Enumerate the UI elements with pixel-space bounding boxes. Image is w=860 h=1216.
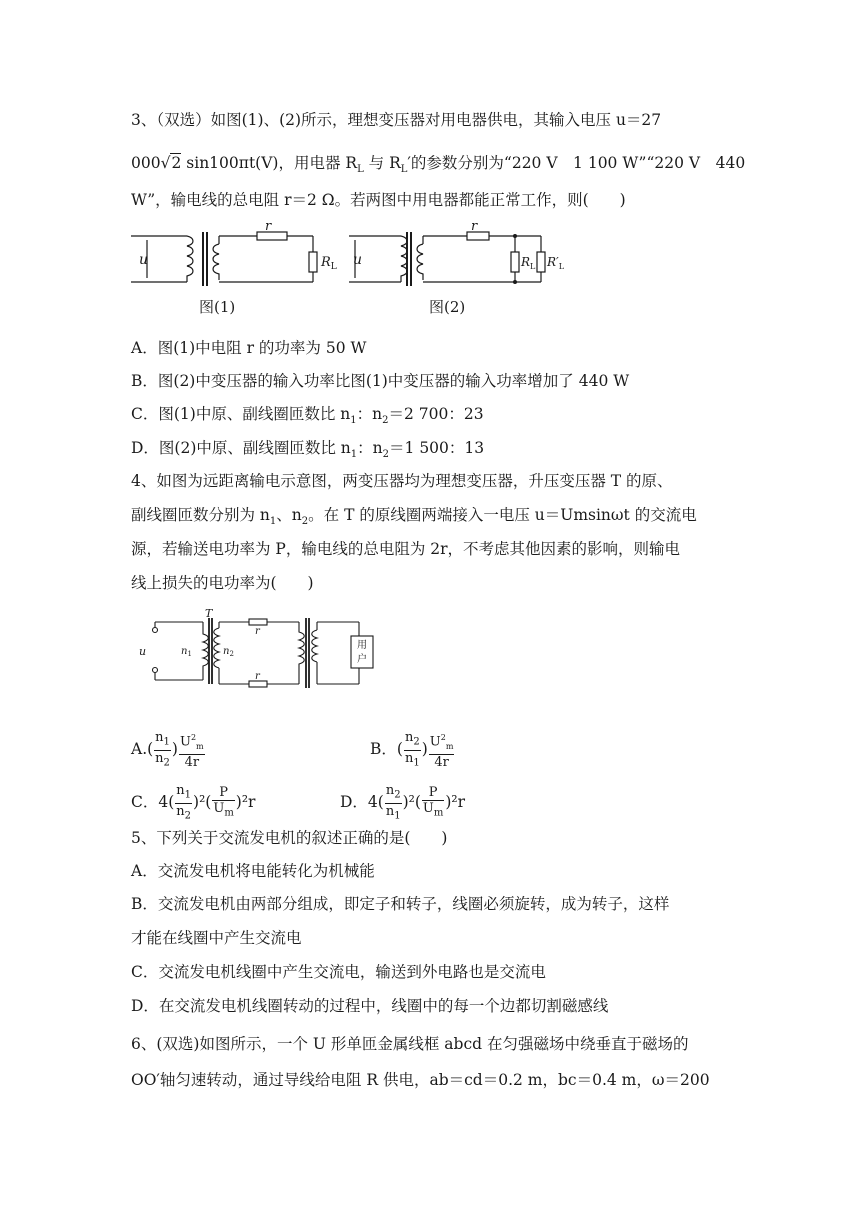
fig1-r-label: r xyxy=(265,220,272,234)
q4-square: )²( xyxy=(402,793,421,811)
q3-option-b: B．图(2)中变压器的输入功率比图(1)中变压器的输入功率增加了 440 W xyxy=(131,372,630,390)
q4-stem-line4: 线上损失的电功率为( ) xyxy=(131,574,314,592)
q4-frac: $\frac{n_1}{n_2}$ xyxy=(155,729,170,769)
q4-text: 。在 T 的原线圈两端接入一电压 u＝Umsinωt 的交流电 xyxy=(308,506,697,524)
q3-circuit-figures xyxy=(131,220,591,322)
q4-frac: $\frac{U^2_m}{4r}$ xyxy=(429,730,455,770)
fig2-RL-label: $R_L$ xyxy=(521,255,536,271)
q5-option-a: A．交流发电机将电能转化为机械能 xyxy=(131,862,375,880)
q4-stem-line2: 副线圈匝数分别为 $n_1$、$n_2$。在 T 的原线圈两端接入一电压 u＝Umsinωt 的交流电 xyxy=(131,506,697,528)
q4-option-a xyxy=(131,728,206,770)
q3-option-c-text: ：n xyxy=(356,405,383,423)
q5-option-d: D．在交流发电机线圈转动的过程中，线圈中的每一个边都切割磁感线 xyxy=(131,997,609,1015)
q3-stem-line3: W”，输电线的总电阻 r＝2 Ω。若两图中用电器都能正常工作，则( ) xyxy=(131,191,626,209)
q4-option-c xyxy=(131,781,255,823)
fig2-u-label: u xyxy=(353,252,363,268)
q3-option-d-text: D．图(2)中原、副线圈匝数比 n xyxy=(131,439,351,457)
q4-fig-user-label-2: 户 xyxy=(357,654,367,665)
q3-text: 与 R xyxy=(363,154,401,172)
q4-fig-T-label: T xyxy=(205,608,213,620)
q4-text: 、n xyxy=(276,506,302,524)
q3-option-d: D．图(2)中原、副线圈匝数比 $n_1$：$n_2=1$ 500：13 xyxy=(131,439,485,461)
q4-frac: $\frac{P}{U_m}$ xyxy=(213,785,234,819)
q4-option-c-label: C．4( xyxy=(131,793,175,811)
q6-stem-line1: 6、(双选)如图所示，一个 U 形单匝金属线框 abcd 在匀强磁场中绕垂直于磁场的 xyxy=(131,1035,689,1053)
fig2-caption: 图(2) xyxy=(429,298,466,316)
q4-frac: $\frac{n_2}{n_1}$ xyxy=(385,782,401,822)
q4-stem-line1: 4、如图为远距离输电示意图，两变压器均为理想变压器，升压变压器 T 的原、 xyxy=(131,472,673,490)
q4-fig-n1-label: $n_1$ xyxy=(181,646,192,658)
q4-fig-r-top-label: r xyxy=(255,626,260,637)
q3-sub: L xyxy=(357,164,364,176)
q4-text: 副线圈匝数分别为 n xyxy=(131,506,270,524)
q4-square-r: )²r xyxy=(235,793,256,811)
fig2-circuit xyxy=(349,232,545,286)
q3-option-c-text: C．图(1)中原、副线圈匝数比 n xyxy=(131,405,351,423)
q3-text: ′的参数分别为“220 V 1 100 W”“220 V 440 xyxy=(407,154,746,172)
q4-frac: $\frac{n_2}{n_1}$ xyxy=(404,729,420,769)
q4-option-b-label: B．( xyxy=(370,740,403,758)
q3-text: sin100πt(V)，用电器 R xyxy=(181,154,358,172)
q3-option-d-text: ＝1 500：13 xyxy=(389,439,485,457)
q4-frac: $\frac{n_1}{n_2}$ xyxy=(176,782,192,822)
q4-option-b xyxy=(370,728,455,770)
q5-option-b-line2: 才能在线圈中产生交流电 xyxy=(131,929,302,947)
q3-option-c: C．图(1)中原、副线圈匝数比 $n_1$：$n_2=2$ 700：23 xyxy=(131,405,484,427)
q4-frac: $\frac{U^2_m}{4r}$ xyxy=(179,730,205,770)
fig1-caption: 图(1) xyxy=(199,298,236,316)
q3-value: 000 xyxy=(131,154,161,172)
q4-option-a-label: A.( xyxy=(131,740,154,758)
q4-fig-r-bottom-label: r xyxy=(255,671,260,682)
q3-stem-line2: 000√2 sin100πt(V)，用电器 $R_L$ 与 $R_L'$的参数分别为“220 V 1 100 W”“220 V 440 xyxy=(131,154,746,176)
q3-option-a: A．图(1)中电阻 r 的功率为 50 W xyxy=(131,339,367,357)
q3-option-c-text: ＝2 700：23 xyxy=(388,405,484,423)
q4-paren: ) xyxy=(421,740,428,758)
q4-fig-user-label-1: 用 xyxy=(357,640,367,651)
q4-paren: ) xyxy=(171,740,178,758)
q3-sqrt: 2 xyxy=(171,154,182,172)
fig1-circuit xyxy=(131,232,317,286)
q4-transmission-figure xyxy=(131,608,391,690)
q3-option-d-text: ：n xyxy=(357,439,383,457)
q4-option-d-label: D．4( xyxy=(340,793,384,811)
q3-stem-line1: 3、（双选）如图(1)、(2)所示，理想变压器对用电器供电，其输入电压 u＝27 xyxy=(131,111,662,129)
q4-square: )²( xyxy=(193,793,212,811)
fig2-r-label: r xyxy=(471,220,478,234)
q3-sub: L xyxy=(400,164,408,176)
fig1-RL-label: $R_L$ xyxy=(321,255,337,272)
fig2-junction xyxy=(513,280,517,284)
q5-stem: 5、下列关于交流发电机的叙述正确的是( ) xyxy=(131,829,448,847)
q5-option-b-line1: B．交流发电机由两部分组成，即定子和转子，线圈必须旋转，成为转子，这样 xyxy=(131,895,670,913)
q4-frac: $\frac{P}{U_m}$ xyxy=(422,785,444,819)
fig2-junction xyxy=(513,234,517,238)
q4-option-d xyxy=(340,781,465,823)
q4-square-r: )²r xyxy=(445,793,466,811)
q5-option-c: C．交流发电机线圈中产生交流电，输送到外电路也是交流电 xyxy=(131,963,546,981)
q4-stem-line3: 源，若输送电功率为 P，输电线的总电阻为 2r，不考虑其他因素的影响，则输电 xyxy=(131,540,681,558)
q6-stem-line2: OO′轴匀速转动，通过导线给电阻 R 供电，ab＝cd＝0.2 m，bc＝0.4 m，ω＝200 xyxy=(131,1071,710,1089)
q4-fig-n2-label: $n_2$ xyxy=(223,646,234,658)
fig2-RLp-label: $R'_L$ xyxy=(547,255,565,271)
fig1-u-label: u xyxy=(139,252,149,268)
q4-fig-u-label: u xyxy=(139,645,147,658)
